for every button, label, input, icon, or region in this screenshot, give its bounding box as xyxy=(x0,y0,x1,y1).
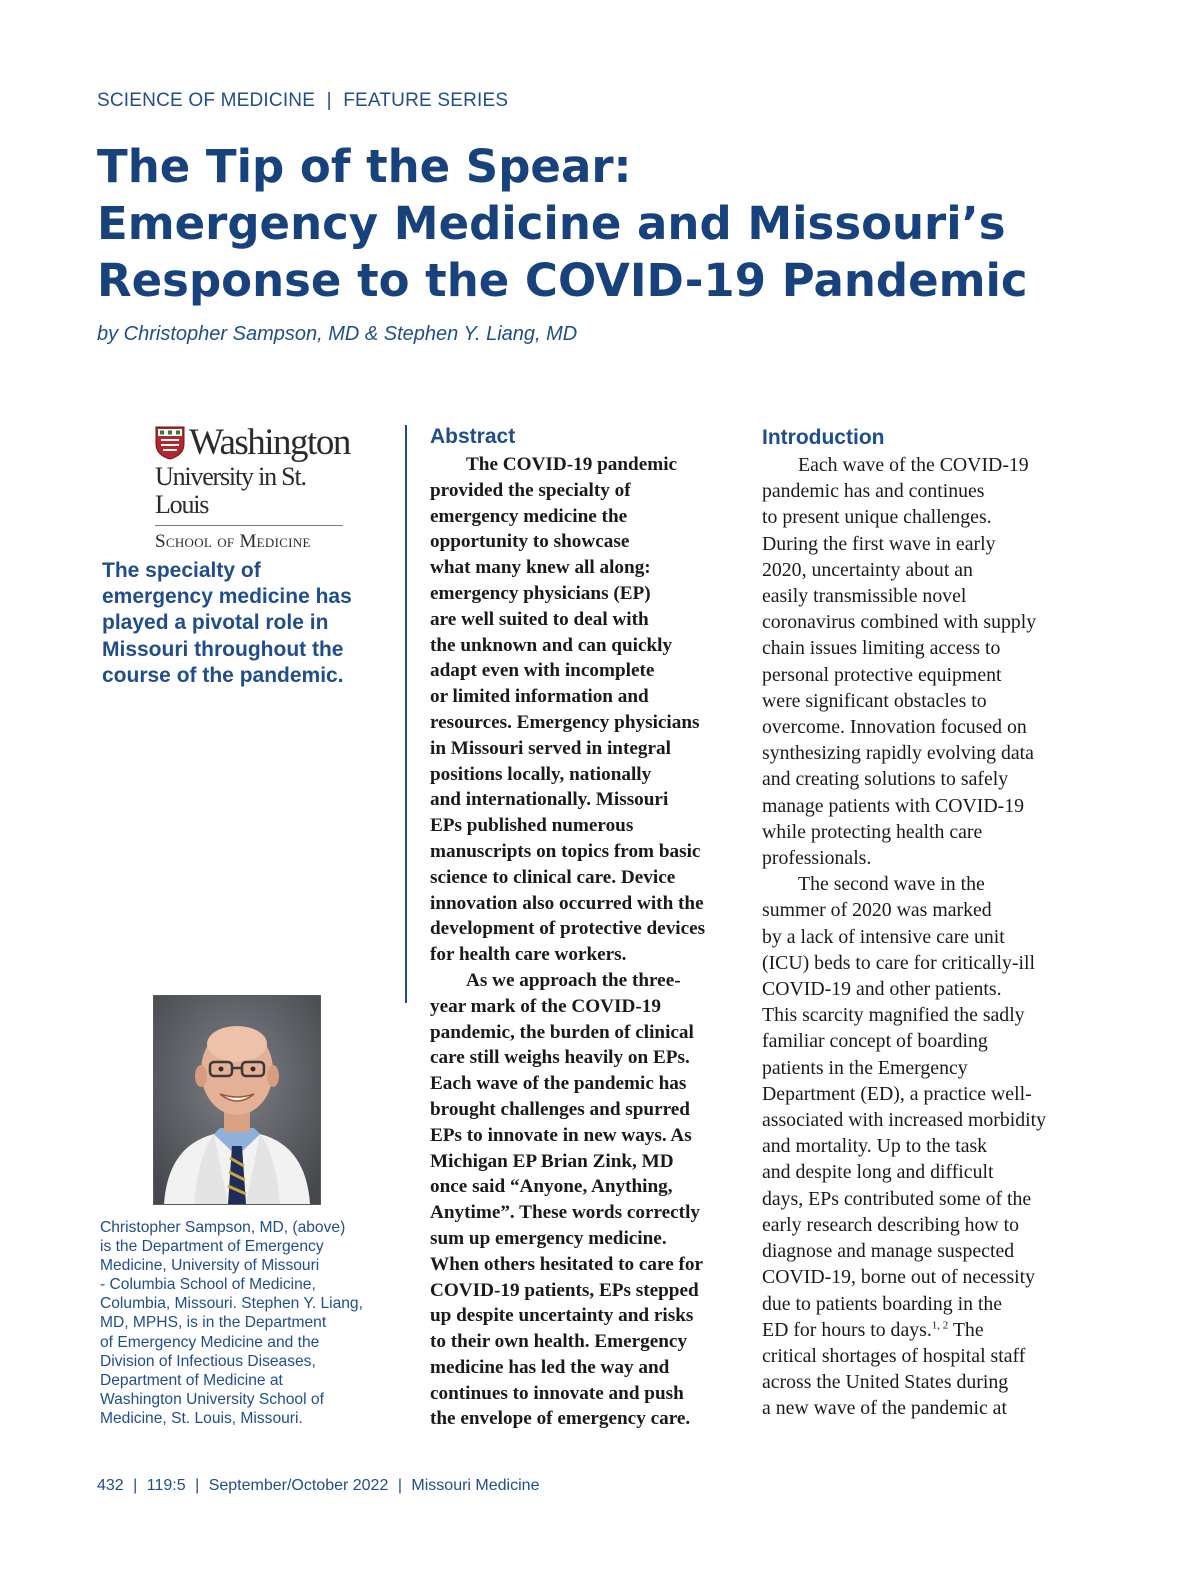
abstract-line: Anytime”. These words correctly xyxy=(430,1202,700,1224)
intro-line: patients in the Emergency xyxy=(762,1056,968,1079)
caption-line: Division of Infectious Diseases, xyxy=(100,1352,316,1370)
logo-subname: University in St. Louis xyxy=(155,462,306,519)
abstract-line: sum up emergency medicine. xyxy=(430,1227,667,1249)
intro-line: across the United States during xyxy=(762,1371,1009,1394)
caption-line: is the Department of Emergency xyxy=(100,1238,324,1256)
pull-quote-line: course of the pandemic. xyxy=(102,663,344,687)
introduction-heading: Introduction xyxy=(762,426,885,449)
pull-quote xyxy=(102,558,392,689)
page-number: 432 xyxy=(97,1477,124,1494)
intro-line-continuation: The xyxy=(948,1318,984,1341)
abstract-line: for health care workers. xyxy=(430,944,627,966)
title-line-1: The Tip of the Spear: xyxy=(97,140,632,193)
intro-line: and creating solutions to safely xyxy=(762,768,1009,791)
abstract-line: care still weighs heavily on EPs. xyxy=(430,1047,690,1069)
issue-date: September/October 2022 xyxy=(208,1477,389,1494)
abstract-line: EPs published numerous xyxy=(430,815,634,837)
abstract-heading: Abstract xyxy=(430,425,516,448)
abstract-line: to their own health. Emergency xyxy=(430,1331,688,1353)
footer-separator: | xyxy=(195,1477,200,1494)
abstract-line: provided the specialty of xyxy=(430,479,631,501)
abstract-line: Each wave of the pandemic has xyxy=(430,1073,687,1095)
abstract-line: The COVID-19 pandemic xyxy=(466,454,678,475)
abstract-line: innovation also occurred with the xyxy=(430,892,704,914)
intro-line: early research describing how to xyxy=(762,1213,1020,1236)
introduction-body xyxy=(762,452,1092,1422)
column-divider xyxy=(405,425,407,1003)
intro-line: to present unique challenges. xyxy=(762,506,992,529)
pull-quote-line: played a pivotal role in xyxy=(102,611,329,635)
intro-line: 2020, uncertainty about an xyxy=(762,558,973,581)
intro-line: due to patients boarding in the xyxy=(762,1292,1003,1315)
intro-line: and mortality. Up to the task xyxy=(762,1135,988,1158)
title-line-3: Response to the COVID-19 Pandemic xyxy=(97,254,1028,307)
intro-line: were significant obstacles to xyxy=(762,689,987,712)
abstract-line: pandemic, the burden of clinical xyxy=(430,1021,694,1043)
caption-line: Department of Medicine at xyxy=(100,1371,283,1389)
abstract-line: continues to innovate and push xyxy=(430,1382,684,1404)
abstract-line: manuscripts on topics from basic xyxy=(430,840,701,862)
abstract-line: brought challenges and spurred xyxy=(430,1098,690,1120)
abstract-line: As we approach the three- xyxy=(466,969,681,991)
journal-name: Missouri Medicine xyxy=(411,1477,540,1494)
author-portrait xyxy=(153,995,321,1205)
abstract-line: positions locally, nationally xyxy=(430,763,652,785)
intro-line: diagnose and manage suspected xyxy=(762,1240,1015,1263)
abstract-line: opportunity to showcase xyxy=(430,531,630,553)
abstract-line: resources. Emergency physicians xyxy=(430,711,700,733)
intro-line: professionals. xyxy=(762,847,872,870)
intro-line: while protecting health care xyxy=(762,820,983,843)
logo-divider xyxy=(155,525,343,526)
series-name: FEATURE SERIES xyxy=(343,90,509,111)
abstract-line: emergency physicians (EP) xyxy=(430,582,651,604)
intro-line: easily transmissible novel xyxy=(762,585,967,608)
intro-line: summer of 2020 was marked xyxy=(762,899,992,922)
intro-line: familiar concept of boarding xyxy=(762,1030,988,1053)
page-footer xyxy=(97,1477,539,1495)
abstract-line: and internationally. Missouri xyxy=(430,789,669,811)
abstract-line: the unknown and can quickly xyxy=(430,634,673,656)
intro-line: manage patients with COVID-19 xyxy=(762,794,1025,817)
university-shield-icon xyxy=(155,426,185,460)
intro-line: The second wave in the xyxy=(798,873,985,896)
citation-marker[interactable]: 1, 2 xyxy=(931,1319,949,1332)
abstract-line: adapt even with incomplete xyxy=(430,660,655,682)
abstract-line: emergency medicine the xyxy=(430,505,628,527)
pull-quote-line: emergency medicine has xyxy=(102,585,352,609)
logo-school: School of Medicine xyxy=(155,531,311,552)
intro-line: This scarcity magnified the sadly xyxy=(762,1004,1025,1027)
intro-line: COVID-19 and other patients. xyxy=(762,978,1002,1001)
abstract-line: medicine has led the way and xyxy=(430,1356,670,1378)
university-logo xyxy=(155,424,355,553)
section-name: SCIENCE OF MEDICINE xyxy=(97,90,316,111)
article-title xyxy=(97,138,1097,309)
abstract-line: are well suited to deal with xyxy=(430,608,649,630)
footer-separator: | xyxy=(133,1477,138,1494)
intro-line: During the first wave in early xyxy=(762,532,996,555)
caption-line: - Columbia School of Medicine, xyxy=(100,1276,316,1294)
author-caption xyxy=(100,1218,400,1428)
intro-line: a new wave of the pandemic at xyxy=(762,1397,1007,1420)
abstract-line: science to clinical care. Device xyxy=(430,866,676,888)
intro-line: COVID-19, borne out of necessity xyxy=(762,1266,1036,1289)
abstract-line: up despite uncertainty and risks xyxy=(430,1305,694,1327)
caption-line: Christopher Sampson, MD, (above) xyxy=(100,1219,346,1236)
byline: by Christopher Sampson, MD & Stephen Y. Liang, MD xyxy=(97,323,578,345)
title-line-2: Emergency Medicine and Missouri’s xyxy=(97,197,1006,250)
abstract-line: or limited information and xyxy=(430,686,649,708)
abstract-line: Michigan EP Brian Zink, MD xyxy=(430,1150,674,1172)
intro-line: days, EPs contributed some of the xyxy=(762,1187,1032,1210)
intro-line: synthesizing rapidly evolving data xyxy=(762,742,1034,765)
footer-separator: | xyxy=(397,1477,402,1494)
caption-line: Washington University School of xyxy=(100,1390,324,1408)
intro-line: chain issues limiting access to xyxy=(762,637,1001,660)
abstract-line: the envelope of emergency care. xyxy=(430,1408,691,1430)
intro-line: associated with increased morbidity xyxy=(762,1109,1046,1132)
caption-line: Columbia, Missouri. Stephen Y. Liang, xyxy=(100,1295,363,1313)
abstract-line: EPs to innovate in new ways. As xyxy=(430,1124,692,1146)
abstract-line: year mark of the COVID-19 xyxy=(430,995,661,1017)
logo-name: Washington xyxy=(189,422,350,463)
intro-line: coronavirus combined with supply xyxy=(762,611,1037,634)
abstract-line: in Missouri served in integral xyxy=(430,737,671,759)
intro-line: Each wave of the COVID-19 xyxy=(798,454,1029,476)
pull-quote-line: Missouri throughout the xyxy=(102,637,344,661)
abstract-body xyxy=(430,452,748,1432)
pull-quote-line: The specialty of xyxy=(102,559,261,582)
caption-line: Medicine, University of Missouri xyxy=(100,1257,320,1275)
caption-line: MD, MPHS, is in the Department xyxy=(100,1314,327,1332)
intro-line: personal protective equipment xyxy=(762,663,1002,686)
intro-line: overcome. Innovation focused on xyxy=(762,716,1027,739)
abstract-line: COVID-19 patients, EPs stepped xyxy=(430,1279,699,1301)
caption-line: Medicine, St. Louis, Missouri. xyxy=(100,1409,303,1427)
intro-line: ED for hours to days. xyxy=(762,1318,932,1341)
intro-line: pandemic has and continues xyxy=(762,480,985,503)
abstract-line: once said “Anyone, Anything, xyxy=(430,1176,673,1198)
portrait-illustration xyxy=(154,996,320,1204)
intro-line: critical shortages of hospital staff xyxy=(762,1344,1026,1367)
issue-number: 119:5 xyxy=(146,1477,186,1494)
intro-line: by a lack of intensive care unit xyxy=(762,925,1005,948)
abstract-line: development of protective devices xyxy=(430,918,706,940)
intro-line-with-citation xyxy=(762,1317,1092,1343)
abstract-line: what many knew all along: xyxy=(430,557,651,579)
intro-line: (ICU) beds to care for critically-ill xyxy=(762,951,1035,974)
abstract-line: When others hesitated to care for xyxy=(430,1253,704,1275)
intro-line: and despite long and difficult xyxy=(762,1161,994,1184)
section-separator: | xyxy=(326,90,332,111)
caption-line: of Emergency Medicine and the xyxy=(100,1333,320,1351)
section-label xyxy=(97,90,508,112)
intro-line: Department (ED), a practice well- xyxy=(762,1082,1032,1105)
